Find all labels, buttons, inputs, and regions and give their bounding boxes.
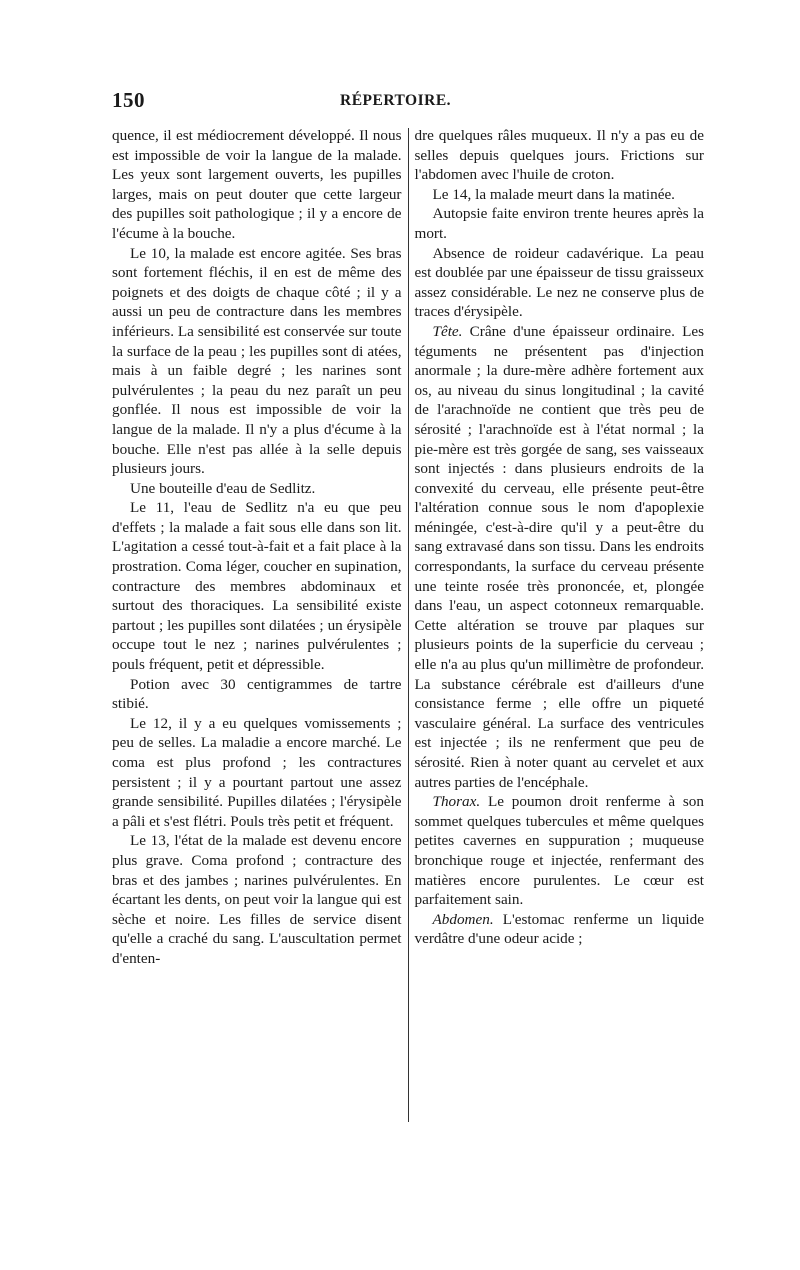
running-title: RÉPERTOIRE.	[340, 92, 452, 109]
paragraph-text: Absence de roideur cadavérique. La peau est doublée par une épaisseur de tissu graisseux assez considérable. Le nez ne conserve plus de traces d'érysipèle.	[414, 244, 704, 321]
paragraph-text: Le 11, l'eau de Sedlitz n'a eu que peu d'effets ; la malade a fait sous elle dans son lit. L'agitation a cessé tout-à-fait et a fait place à la prostration. Coma léger, coucher en supination, contracture des membres abdominaux et surtout des thoraciques. La sensibilité existe partout ; les pupilles sont dilatées ; un érysipèle occupe tout le nez ; narines pulvérulentes ; pouls fréquent, petit et dépressible.	[112, 499, 402, 674]
paragraph-text: Autopsie faite environ trente heures après la mort.	[414, 205, 704, 242]
paragraph	[415, 126, 705, 185]
left-column	[112, 126, 408, 1122]
paragraph	[415, 792, 705, 910]
paragraph-text: Le 13, l'état de la malade est devenu encore plus grave. Coma profond ; contracture des bras et des jambes ; narines pulvérulentes. En écartant les dents, on peut voir la langue qui est sèche et noire. Les filles de service disent qu'elle a craché du sang. L'auscultation permet d'enten-	[112, 832, 402, 967]
page-header	[112, 88, 704, 120]
paragraph	[415, 910, 705, 949]
paragraph	[112, 714, 402, 832]
paragraph	[112, 479, 402, 499]
paragraph-text: dre quelques râles muqueux. Il n'y a pas eu de selles depuis quelques jours. Frictions sur l'abdomen avec l'huile de croton.	[414, 127, 704, 184]
paragraph	[415, 322, 705, 792]
paragraph-text: Le poumon droit renferme à son sommet quelques tubercules et même quelques petites cavernes en suppuration ; muqueuse bronchique rouge et injectée, renfermant des matières encore purulentes. Le cœur est parfaitement sain.	[414, 793, 704, 909]
paragraph-text: Potion avec 30 centigrammes de tartre stibié.	[112, 675, 402, 713]
section-label: Tête.	[432, 322, 463, 340]
page-number: 150	[112, 88, 145, 112]
paragraph-text: Crâne d'une épaisseur ordinaire. Les téguments ne présentent pas d'injection anormale ; la dure-mère adhère fortement aux os, au niveau du sinus longitudinal ; la cavité de l'arachnoïde ne contient que très peu de sérosité ; l'arachnoïde est à l'état normal ; la pie-mère est très gorgée de sang, ses vaisseaux sont injectés : dans plusieurs endroits de la convexité du cerveau, elle présente peut-être l'altération connue sous le nom d'apoplexie méningée, c'est-à-dire qu'il y a peut-être du sang extravasé dans son tissu. Dans les endroits correspondants, la surface du cerveau présente une teinte rosée très prononcée, et, plongée dans l'eau, un aspect cotonneux remarquable. Cette altération se trouve par plaques sur plusieurs points de la superficie du cerveau ; elle n'a au plus qu'un millimètre de profondeur. La substance cérébrale est d'ailleurs d'une consistance ferme ; elle offre un piqueté vasculaire général. La surface des ventricules est injectée ; ils ne renferment que peu de sérosité. Rien à noter quant au cervelet et aux autres parties de l'encéphale.	[414, 322, 704, 791]
paragraph	[415, 244, 705, 322]
right-column	[409, 126, 705, 1122]
paragraph-text: Le 12, il y a eu quelques vomissements ; peu de selles. La maladie a encore marché. Le coma est plus profond ; les contractures persistent ; il y a pourtant partout une assez grande sensibilité. Pupilles dilatées ; l'érysipèle a pâli et s'est flétri. Pouls très petit et fréquent.	[112, 714, 402, 830]
paragraph	[112, 831, 402, 968]
section-label: Abdomen.	[432, 910, 494, 928]
paragraph	[112, 675, 402, 714]
paragraph-text: Le 10, la malade est encore agitée. Ses bras sont fortement fléchis, il en est de même des poignets et des doigts de chaque côté ; il y a aussi un peu de contracture dans les membres inférieurs. La sensibilité est conservée sur toute la surface de la peau ; les pupilles sont di atées, mais à un faible degré ; les narines sont pulvérulentes ; la peau du nez paraît un peu gonflée. Il nous est impossible de voir la langue de la malade. Il n'y a plus d'écume à la bouche. Elle n'est pas allée à la selle depuis plusieurs jours.	[112, 244, 402, 478]
paragraph-text: L'estomac renferme un liquide verdâtre d'une odeur acide ;	[414, 910, 704, 948]
paragraph	[415, 185, 705, 205]
paragraph	[112, 498, 402, 674]
paragraph-text: Le 14, la malade meurt dans la matinée.	[432, 185, 675, 203]
section-label: Thorax.	[432, 793, 481, 811]
paragraph-text: Une bouteille d'eau de Sedlitz.	[130, 479, 316, 497]
text-columns	[112, 126, 704, 1122]
paragraph	[415, 204, 705, 243]
paragraph	[112, 126, 402, 244]
paragraph	[112, 244, 402, 479]
paragraph-text: quence, il est médiocrement développé. Il nous est impossible de voir la langue de la malade. Les yeux sont largement ouverts, les pupilles larges, mais on peut douter que cette largeur des pupilles soit pathologique ; il y a encore de l'écume à la bouche.	[112, 127, 402, 242]
page	[112, 88, 704, 967]
